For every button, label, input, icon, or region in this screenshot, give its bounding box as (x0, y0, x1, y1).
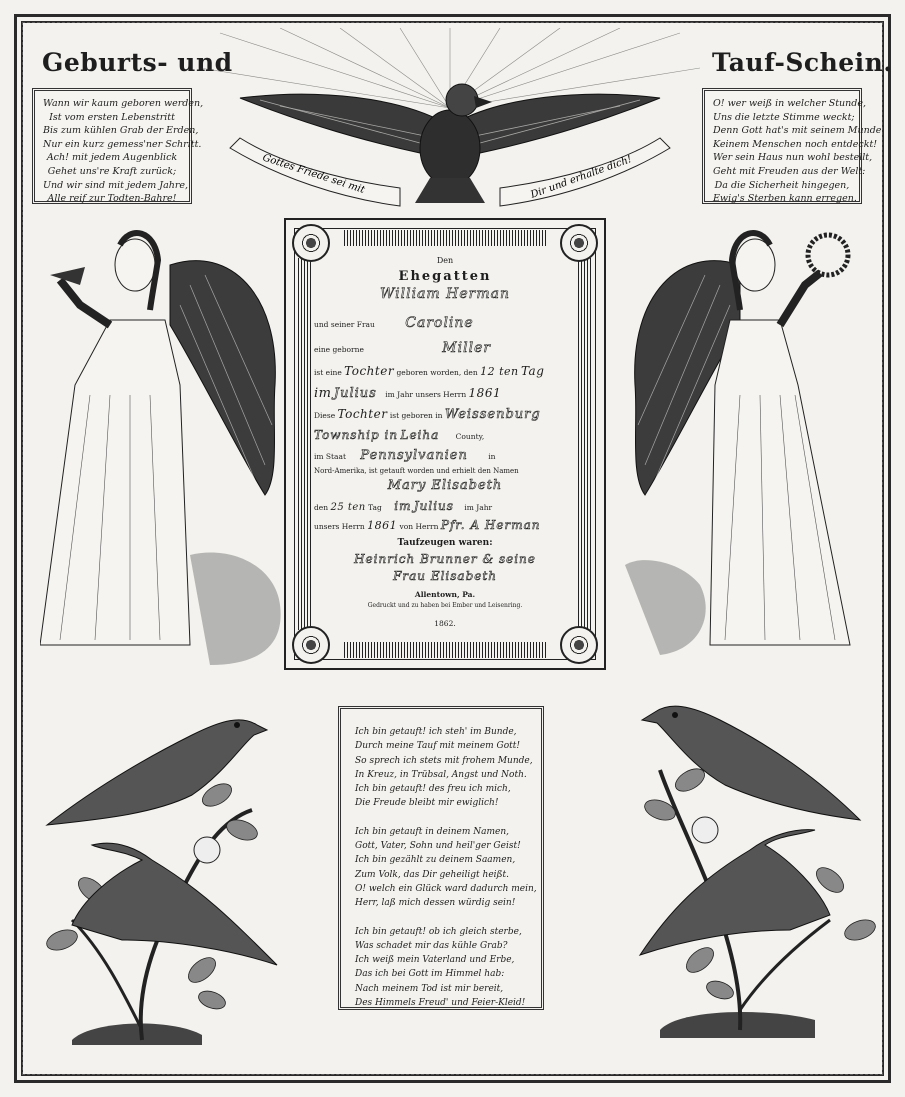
cert-child-type-2: Tochter (337, 407, 388, 421)
title-right: Tauf-Schein. (712, 48, 893, 77)
verse-line: O! wer weiß in welcher Stunde, (713, 98, 866, 109)
certificate-panel (284, 218, 606, 670)
verse-line: Wann wir kaum geboren werden, (43, 98, 204, 109)
birds-left-illustration (32, 700, 292, 1060)
hymn-line: Ich bin getauft! des freu ich mich, (355, 784, 511, 795)
verse-line: Alle reif zur Todten-Bahre! (47, 193, 177, 205)
cert-label: County, (455, 432, 485, 441)
cert-maiden-name: Miller (442, 340, 492, 356)
cert-sponsor-1: Heinrich Brunner & seine (354, 552, 536, 566)
cert-child-type: Tochter (344, 364, 395, 378)
verse-line: Da die Sicherheit hingegen, (714, 179, 850, 191)
cert-county-name: Leiha (400, 428, 440, 442)
cert-label: ist eine (314, 368, 342, 377)
pillar-left (298, 258, 312, 630)
band-top (344, 230, 546, 246)
ribbon-right-text: Dir und erhalte dich! (529, 153, 634, 201)
apple-icon (692, 817, 718, 843)
verse-line: Bis zum kühlen Grab der Erden, (43, 125, 199, 137)
pillar-right (578, 258, 592, 630)
hymn-box (338, 706, 544, 1010)
cert-pastor: Pfr. A Herman (440, 518, 541, 532)
cert-label: in (488, 452, 496, 461)
cert-label: den (314, 503, 329, 512)
verse-line: Wer sein Haus nun wohl bestellt, (713, 152, 873, 164)
band-bottom (344, 642, 546, 658)
hymn-line: Ich weiß mein Vaterland und Erbe, (355, 955, 515, 966)
angel-left-illustration (40, 225, 285, 685)
hymn-line: Herr, laß mich dessen würdig sein! (355, 898, 516, 909)
cert-label: und seiner Frau (314, 320, 375, 329)
cert-ehegatten: Ehegatten (398, 269, 492, 284)
cert-label: Diese (314, 411, 336, 420)
cert-label: im (314, 386, 332, 401)
cert-witnesses-heading: Taufzeugen waren: (397, 538, 493, 548)
cert-township: Township in (314, 428, 399, 442)
verse-left-box (32, 88, 204, 205)
hymn-line: Was schadet mir das kühle Grab? (355, 940, 508, 951)
hymn-line: In Kreuz, in Trübsal, Angst und Noth. (355, 769, 527, 780)
hymn-line: Ich bin gezählt zu deinem Saamen, (355, 855, 516, 866)
cert-birth-day: 12 ten (480, 365, 519, 378)
cert-label: im Jahr (464, 503, 493, 512)
verse-line: Gehet uns're Kraft zurück; (47, 165, 177, 177)
hymn-line: Gott, Vater, Sohn und heil'ger Geist! (355, 841, 521, 852)
cert-baptism-day: 25 ten (330, 502, 366, 513)
verse-line: Geht mit Freuden aus der Welt: (713, 165, 866, 177)
cert-print-year: 1862. (434, 619, 456, 628)
cert-label: Tag (368, 503, 382, 512)
verse-right-box (702, 88, 882, 205)
hymn-line: O! welch ein Glück ward dadurch mein, (355, 883, 537, 894)
cert-baptism-text: Nord-Amerika, ist getauft worden und erhielt den Namen (314, 467, 519, 475)
verse-line: Und wir sind mit jedem Jahre, (43, 179, 189, 191)
cert-place: Weissenburg (444, 407, 541, 422)
verse-line: Ist vom ersten Lebenstritt (49, 111, 175, 123)
cert-printer-line: Gedruckt und zu haben bei Ember und Leisenring. (367, 602, 523, 609)
wreath-icon (808, 235, 848, 275)
angel-right-illustration (620, 225, 875, 685)
verse-line: Ewig's Sterben kann erregen. (713, 193, 857, 205)
cert-label: im (394, 499, 412, 513)
cert-birth-year: 1861 (468, 386, 502, 400)
hymn-line: Die Freude bleibt mir ewiglich! (355, 798, 499, 809)
birds-right-illustration (630, 690, 880, 1050)
cert-sponsor-2: Frau Elisabeth (393, 569, 497, 583)
hymn-line: Des Himmels Freud' und Feier-Kleid! (355, 998, 526, 1009)
verse-line: Nur ein kurz gemess'ner Schritt. (43, 138, 202, 150)
cert-label: im Staat (314, 452, 347, 461)
hymn-line: Zum Volk, das Dir geheiligt heißt. (355, 869, 510, 880)
rosette-icon (292, 626, 330, 664)
hymn-line: Das ich bei Gott im Himmel hab: (355, 969, 505, 980)
verse-line: Keinem Menschen noch entdeckt! (713, 138, 878, 150)
cert-child-name: Mary Elisabeth (387, 478, 503, 493)
verse-line: Uns die letzte Stimme weckt; (713, 111, 855, 123)
cert-baptism-month: Julius (413, 499, 454, 513)
cert-mother: Caroline (405, 315, 474, 331)
cert-label: ist geboren in (389, 411, 443, 420)
cert-label: unsers Herrn (314, 522, 365, 531)
hymn-line: Nach meinem Tod ist mir bereit, (355, 983, 504, 994)
hymn-line: Ich bin getauft! ob ich gleich sterbe, (355, 926, 522, 937)
verse-line: Ach! mit jedem Augenblick (46, 152, 178, 164)
title-left: Geburts- und (42, 48, 233, 77)
cert-label: geboren worden, den (396, 368, 478, 377)
cert-label: eine geborne (314, 345, 364, 354)
hymn-line: So sprech ich stets mit frohem Munde, (355, 755, 533, 766)
cert-den: Den (436, 256, 454, 265)
cert-printer-city: Allentown, Pa. (414, 590, 476, 599)
cert-birth-month: Julius (333, 386, 377, 401)
rosette-icon (560, 626, 598, 664)
cert-father: William Herman (380, 286, 510, 302)
ribbon-left-text: Gottes Friede sei mit (261, 152, 366, 196)
cert-state: Pennsylvanien (360, 448, 468, 463)
verse-line: Denn Gott hat's mit seinem Munde (713, 125, 882, 137)
cert-label: von Herrn (399, 522, 439, 531)
cert-baptism-year: 1861 (367, 519, 398, 532)
apple-icon (194, 837, 220, 863)
hymn-line: Ich bin getauft in deinem Namen, (355, 826, 510, 837)
cert-label: Tag (520, 364, 545, 378)
hymn-line: Durch meine Tauf mit meinem Gott! (355, 741, 520, 752)
cert-label: im Jahr unsers Herrn (385, 390, 467, 399)
eagle-illustration (200, 28, 700, 218)
hymn-line: Ich bin getauft! ich steh' im Bunde, (355, 727, 517, 737)
